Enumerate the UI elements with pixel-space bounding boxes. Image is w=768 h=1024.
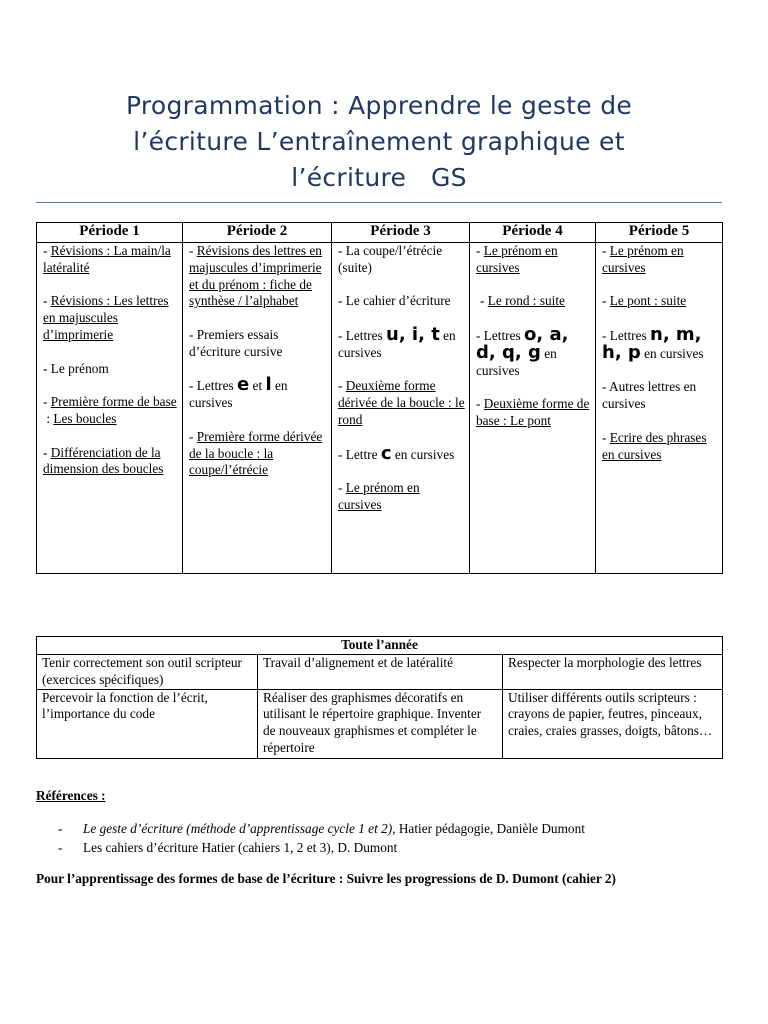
p2-item: - Première forme dérivée de la boucle : la coupe/l’étrécie — [189, 428, 323, 478]
p5-item: - Autres lettres en cursives — [602, 379, 697, 412]
title-divider — [36, 202, 722, 203]
periode-4-cell — [470, 243, 596, 574]
p3-item: - La coupe/l’étrécie (suite) — [338, 243, 443, 275]
p3-item: - Lettre c en cursives — [338, 442, 455, 464]
p3-item: - Le cahier d’écriture — [338, 293, 451, 309]
header-periode-1: Période 1 — [37, 223, 183, 243]
p1-item: - Révisions : La main/la latéralité — [43, 243, 171, 275]
title-line-2: l’écriture L’entraînement graphique et — [133, 127, 625, 156]
references-title: Références : — [36, 788, 106, 803]
list-item: - Le geste d’écriture (méthode d’apprentissage cycle 1 et 2), Hatier pédagogie, Danièle Dumont — [58, 821, 585, 836]
table-cell: Utiliser différents outils scripteurs : crayons de papier, feutres, pinceaux, craies, craies grasses, doigts, bâtons… — [503, 689, 723, 758]
periods-table — [36, 222, 723, 574]
all-year-table — [36, 636, 723, 759]
p4-item: - Le prénom en cursives — [476, 243, 558, 275]
p4-item: - Lettres o, a, d, q, g en cursives — [476, 323, 569, 378]
table-cell: Tenir correctement son outil scripteur (exercices spécifiques) — [37, 655, 258, 690]
all-year-header: Toute l’année — [37, 637, 723, 655]
title-line-1: Programmation : Apprendre le geste de — [125, 91, 633, 120]
periode-1-cell — [37, 243, 183, 574]
table-row — [37, 655, 723, 690]
list-item: - Les cahiers d’écriture Hatier (cahiers 1, 2 et 3), D. Dumont — [58, 840, 398, 855]
p2-item: - Premiers essais d’écriture cursive — [189, 326, 283, 359]
header-periode-5: Période 5 — [596, 223, 723, 243]
p4-item: - Deuxième forme de base : Le pont — [476, 396, 590, 428]
p5-item: - Le prénom en cursives — [602, 243, 684, 275]
table-cell: Percevoir la fonction de l’écrit, l’importance du code — [37, 689, 258, 758]
header-periode-4: Période 4 — [470, 223, 596, 243]
p1-item: - Révisions : Les lettres en majuscules d’imprimerie — [43, 293, 169, 342]
table-cell: Réaliser des graphismes décoratifs en utilisant le répertoire graphique. Inventer de nouveaux graphismes et compléter le répertoire — [258, 689, 503, 758]
references-list — [58, 819, 585, 857]
p3-item: - Le prénom en cursives — [338, 480, 420, 512]
table-cell: Respecter la morphologie des lettres — [503, 655, 723, 690]
periode-5-cell — [596, 243, 723, 574]
p1-item: - Première forme de base : Les boucles — [43, 394, 177, 426]
p5-item: - Le pont : suite — [602, 293, 687, 309]
p5-item: - Ecrire des phrases en cursives — [602, 429, 707, 462]
table-row — [37, 689, 723, 758]
p3-item: - Lettres u, i, t en cursives — [338, 323, 456, 360]
p3-item: - Deuxième forme dérivée de la boucle : le rond — [338, 378, 465, 427]
p2-item: - Lettres e et l en cursives — [189, 374, 288, 411]
header-periode-3: Période 3 — [332, 223, 470, 243]
p1-item: - Différenciation de la dimension des boucles — [43, 444, 164, 477]
periode-2-cell — [183, 243, 332, 574]
p1-item: - Le prénom — [43, 360, 109, 376]
table-cell: Travail d’alignement et de latéralité — [258, 655, 503, 690]
p2-item: - Révisions des lettres en majuscules d’imprimerie et du prénom : fiche de synthèse / l’alphabet — [189, 243, 322, 309]
periode-3-cell — [332, 243, 470, 574]
periods-content-row — [37, 243, 723, 574]
footer-note: Pour l’apprentissage des formes de base de l’écriture : Suivre les progressions de D. Dumont (cahier 2) — [36, 871, 616, 886]
header-periode-2: Période 2 — [183, 223, 332, 243]
p4-item: - Le rond : suite — [480, 293, 565, 309]
p5-item: - Lettres n, m, h, p en cursives — [602, 323, 704, 363]
periods-header-row — [37, 223, 723, 243]
title-line-3: l’écriture GS — [291, 163, 467, 192]
page-title — [36, 88, 722, 196]
